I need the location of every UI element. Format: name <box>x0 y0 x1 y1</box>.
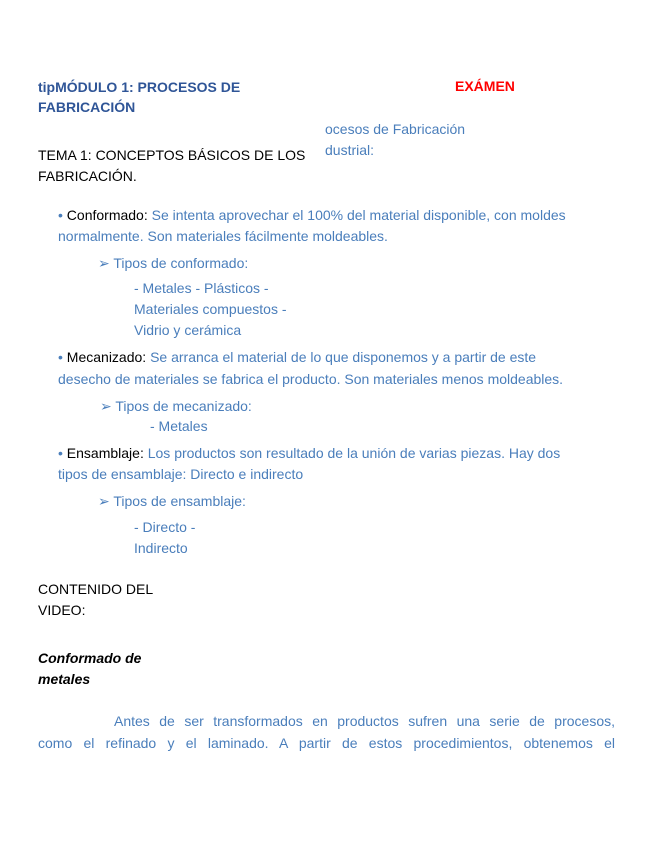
ensamblaje-desc-line2: tipos de ensamblaje: Directo e indirecto <box>58 466 304 482</box>
mecanizado-types-label: Tipos de mecanizado: <box>115 398 252 414</box>
conformado-bullet-line <box>58 208 566 222</box>
overlay-text-line2: dustrial: <box>325 142 375 158</box>
module-title-line2: FABRICACIÓN <box>38 99 136 115</box>
conformado-types-line1: - Metales - Plásticos - <box>134 280 269 296</box>
ensamblaje-types-line2: Indirecto <box>134 540 188 556</box>
topic-title-line1: TEMA 1: CONCEPTOS BÁSICOS DE LOS <box>38 147 306 163</box>
topic-title-line2: FABRICACIÓN. <box>38 168 137 184</box>
bullet-icon: • <box>58 207 63 223</box>
paragraph-line1: Antes de ser transformados en productos sufren una serie de procesos, <box>114 713 615 729</box>
mecanizado-bullet-line <box>58 350 536 364</box>
overlay-text-line1: ocesos de Fabricación <box>325 121 466 137</box>
arrow-bullet-icon: ➢ <box>98 255 110 271</box>
paragraph-line2: como el refinado y el laminado. A partir de estos procedimientos, obtenemos el <box>38 735 615 751</box>
conformado-term: Conformado: <box>66 207 148 223</box>
bullet-icon: • <box>58 445 63 461</box>
ensamblaje-bullet-line <box>58 446 560 460</box>
ensamblaje-types-heading <box>98 494 246 508</box>
ensamblaje-desc-line1: Los productos son resultado de la unión de varias piezas. Hay dos <box>147 445 561 461</box>
conformado-types-label: Tipos de conformado: <box>113 255 249 271</box>
conformado-desc-line2: normalmente. Son materiales fácilmente moldeables. <box>58 228 388 244</box>
bullet-icon: • <box>58 349 63 365</box>
video-heading-line2: VIDEO: <box>38 602 86 618</box>
mecanizado-term: Mecanizado: <box>66 349 147 365</box>
module-title-line1: tipMÓDULO 1: PROCESOS DE <box>38 79 241 95</box>
conformado-desc-line1: Se intenta aprovechar el 100% del material disponible, con moldes <box>151 207 566 223</box>
subheading-line1: Conformado de <box>38 650 142 666</box>
ensamblaje-term: Ensamblaje: <box>66 445 144 461</box>
subheading-line2: metales <box>38 671 91 687</box>
conformado-types-heading <box>98 256 248 270</box>
arrow-bullet-icon: ➢ <box>100 398 112 414</box>
ensamblaje-types-label: Tipos de ensamblaje: <box>113 493 246 509</box>
mecanizado-desc-line1: Se arranca el material de lo que disponemos y a partir de este <box>150 349 537 365</box>
conformado-types-line3: Vidrio y cerámica <box>134 322 242 338</box>
ensamblaje-types-line1: - Directo - <box>134 519 196 535</box>
video-heading-line1: CONTENIDO DEL <box>38 581 154 597</box>
arrow-bullet-icon: ➢ <box>98 493 110 509</box>
mecanizado-desc-line2: desecho de materiales se fabrica el producto. Son materiales menos moldeables. <box>58 371 564 387</box>
mecanizado-types-heading <box>100 399 252 413</box>
exam-label: EXÁMEN <box>455 78 515 94</box>
conformado-types-line2: Materiales compuestos - <box>134 301 287 317</box>
mecanizado-types-line1: - Metales <box>150 418 208 434</box>
